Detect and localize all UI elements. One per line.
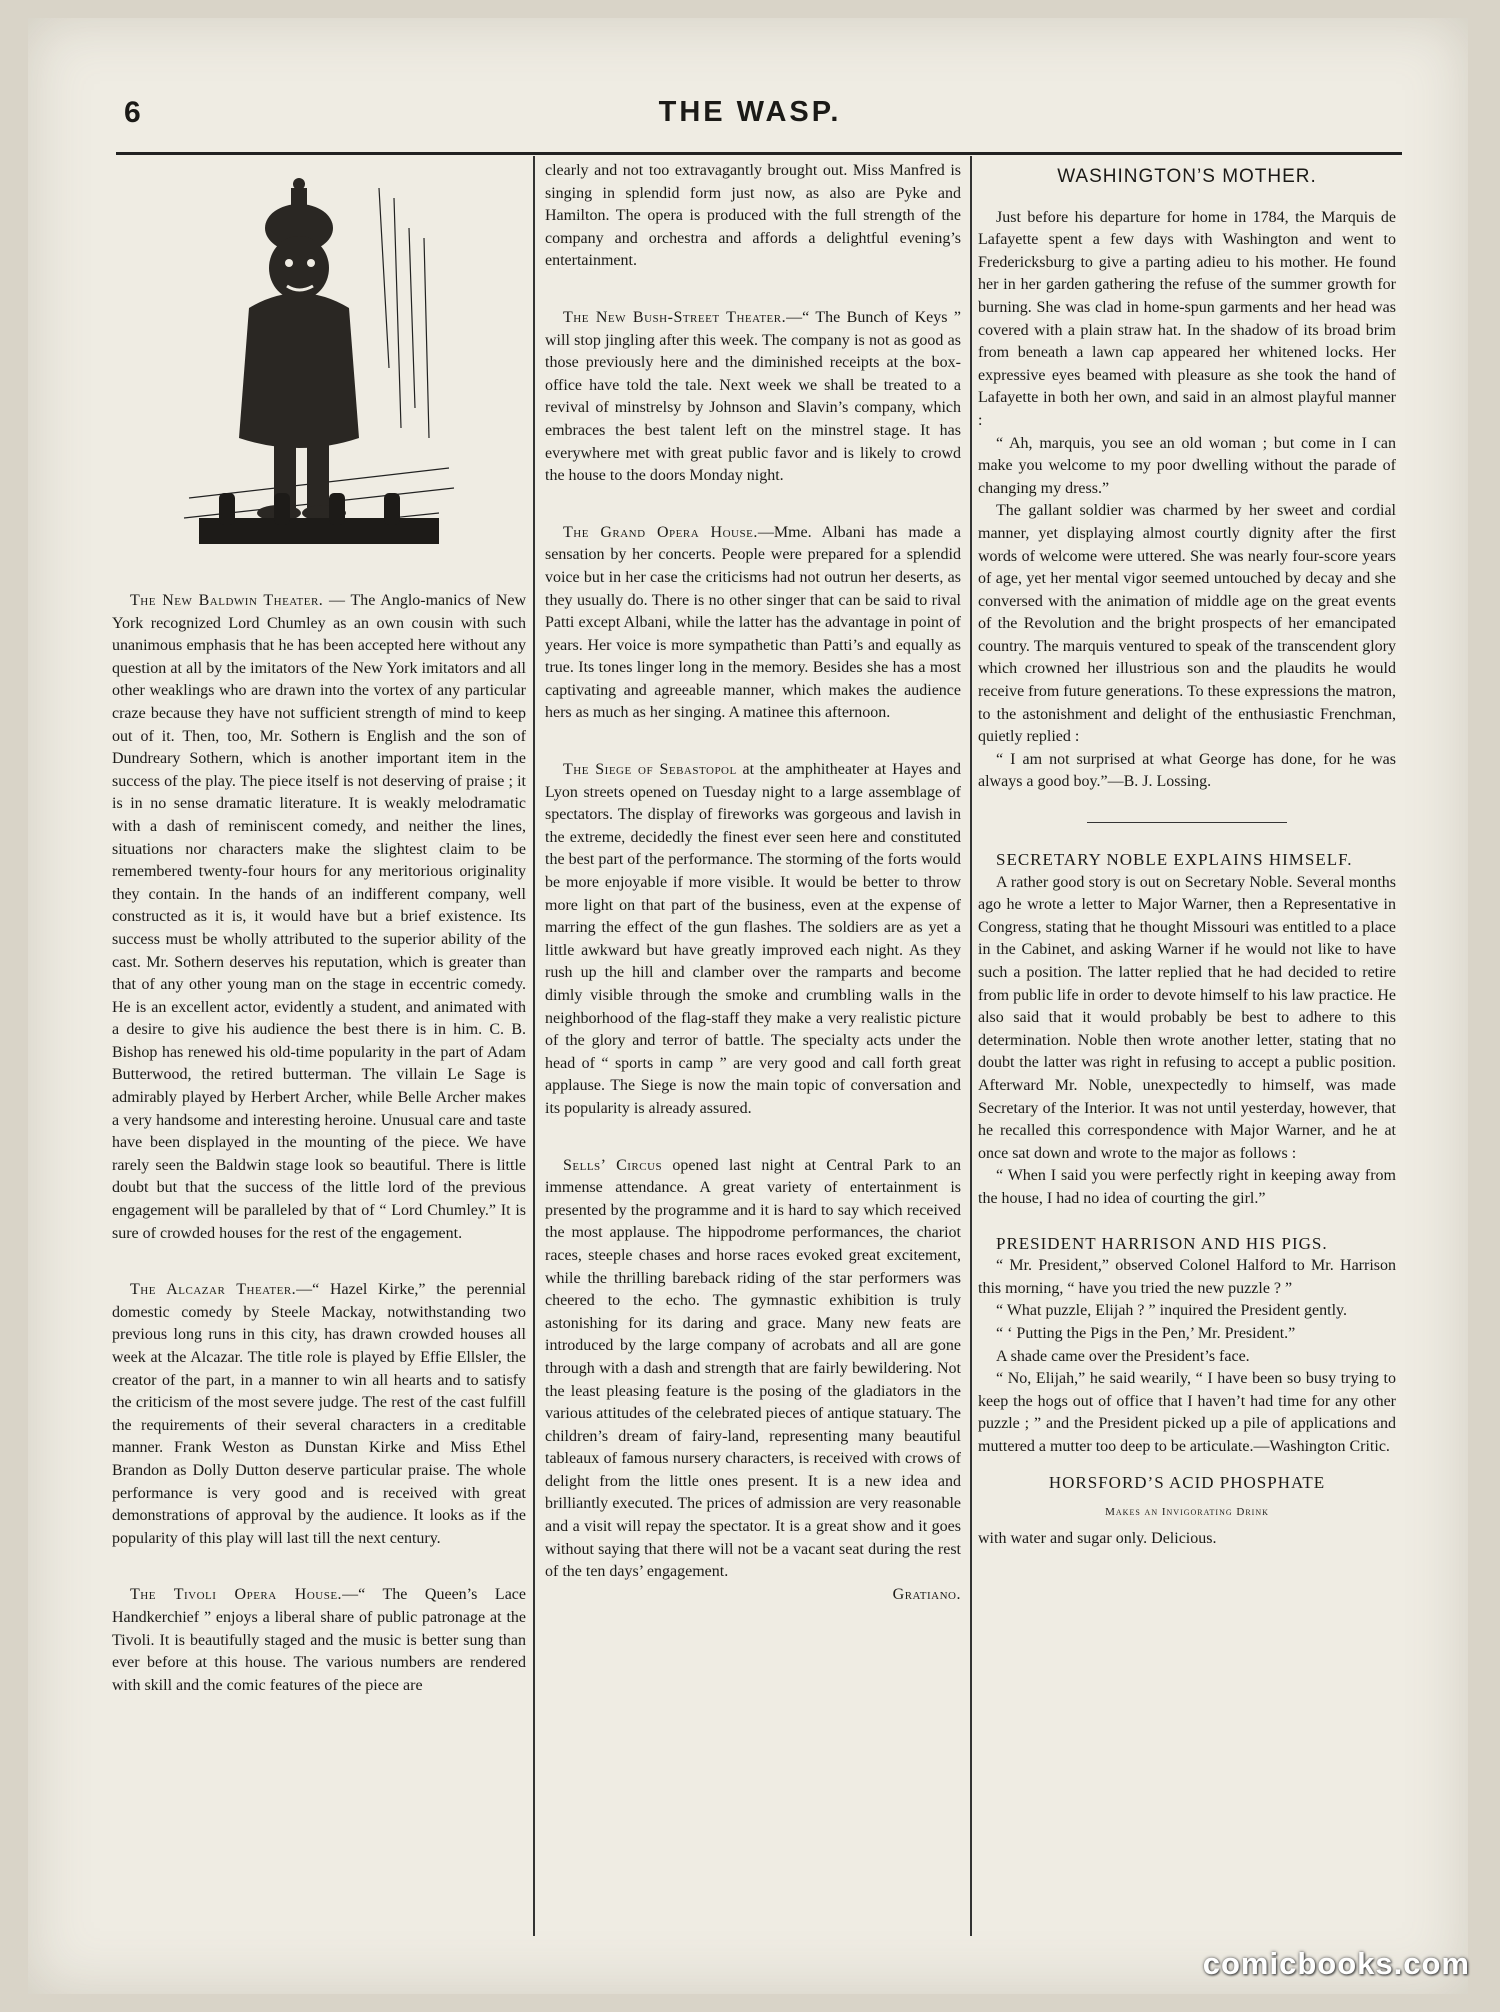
article-text: — The Anglo-manics of New York recognized Lord Chumley as an own cousin with such unanimous emphasis that he has been accepted here without any question at all by the imitators of the New York imitators and all other weaklings who are drawn into the vortex of any particular craze because they have not sufficient strength of mind to keep out of it. Then, too, Mr. Sothern is English and the son of Dundreary Sothern, which is another important item in the success of the play. The piece itself is not deserving of praise ; it is in no sense dramatic literature. It is weakly melodramatic with a dash of reminiscent comedy, and neither the lines, situations nor characters make the slightest claim to be remembered twenty-four hours for any meritorious originality they contain. In the hands of an indifferent company, well constructed as it is, it would have but a brief existence. Its success must be wholly attributed to the superior ability of the cast. Mr. Sothern deserves his reputation, which is greater than that of any other young man on the stage in eccentric comedy. He is an excellent actor, evidently a student, and animated with a desire to give his audience the best there is in him. C. B. Bishop has renewed his old-time popularity in the part of Adam Butterwood, the retired butterman. The villain Le Sage is admirably played by Herbert Archer, while Belle Archer makes a very handsome and interesting heroine. Unusual care and taste have been displayed in the mounting of the piece. We have rarely seen the Baldwin stage look so beautiful. There is little doubt but that the success of the little lord of the previous engagement will be paralleled by that of “ Lord Chumley.” It is sure of crowded houses for the rest of the engagement. [112,592,526,1242]
paragraph: “ What puzzle, Elijah ? ” inquired the President gently. [996,1302,1347,1320]
article-text: —“ The Bunch of Keys ” will stop jingling after this week. The company is not as good as those previously here and the diminished receipts at the box-office have told the tale. Next week we shall be treated to a revival of minstrelsy by Johnson and Slavin’s company, which embraces the best talent left on the minstrel stage. It has everywhere met with great public favor and is likely to crowd the house to the doors Monday night. [545,308,961,485]
paragraph: “ Ah, marquis, you see an old woman ; but come in I can make you welcome to my poor dwelling without the parade of changing my dress.” [978,434,1396,497]
article-alcazar [112,1279,526,1550]
paragraph: “ I am not surprised at what George has done, for he was always a good boy.”—B. J. Lossing. [978,750,1396,791]
article-text: opened last night at Central Park to an immense attendance. A great variety of entertainment is presented by the programme and it is hard to say which received the most applause. The hippodrome performances, the chariot races, steeple chases and horse races evoked great excitement, while the thrilling bareback riding of the star performers was cheered to the echo. The gymnastic exhibition is truly astonishing for its daring and grace. Many new feats are introduced by the large company of acrobats and all are gone through with a dash and strength that are fairly bewildering. Not the least pleasing feature is the posing of the gladiators in the various attitudes of the celebrated pieces of antique statuary. The children’s dream of fairy-land, representing many beautiful tableaux of famous nursery characters, is received with crows of delight from the little ones present. It is a new idea and brilliantly executed. The prices of admission are very reasonable and a visit will repay the spectator. It is a great show and it goes without saying that there will not be a vacant seat during the rest of the ten days’ engagement. [545,1156,961,1581]
article-tivoli-continued: clearly and not too extravagantly brought out. Miss Manfred is singing in splendid form just now, as also are Pyke and Hamilton. The opera is produced with the full strength of the company and orchestra and affords a delightful evening’s entertainment. [545,162,961,270]
column-divider [970,156,972,1936]
article-text: at the amphitheater at Hayes and Lyon streets opened on Tuesday night to a large assemblage of spectators. The display of fireworks was gorgeous and lavish in the extreme, decidedly the finest ever seen here and constituted the best part of the performance. The storming of the forts would be more enjoyable if more visible. It would be better to throw more light on that part of the business, even at the expense of marring the effect of the gun flashes. The soldiers are as yet a little awkward but have greatly improved each night. As they rush up the hill and clamber over the ramparts and become dimly visible through the smoke and crumbling walls in the neighborhood of the flag-staff they make a very realistic picture of the glory and terror of battle. The specialty acts under the head of “ sports in camp ” are very good and call forth great applause. The Siege is now the main topic of conversation and its popularity is already assured. [545,761,961,1117]
masthead-title: THE WASP. [658,96,842,128]
page-number: 6 [124,96,141,129]
article-grand-opera [545,522,961,725]
section-divider [1087,822,1287,823]
article-lead: The Grand Opera House. [563,523,758,541]
paragraph: A rather good story is out on Secretary Noble. Several months ago he wrote a letter to Major Warner, then a Representative in Congress, stating that he thought Missouri was entitled to a place in the Cabinet, and asking Warner if he would not like to have such a position. The latter replied that he had decided to retire from public life in order to devote himself to his law practice. He also said that it would probably be best to adhere to this determination. Noble then wrote another letter, stating that no doubt the latter was right in refusing to accept a public position. Afterward Mr. Noble, unexpectedly to himself, was made Secretary of the Interior. It was not until yesterday, however, that he recalled this correspondence with Major Warner, and he at once sat down and wrote to the major as follows : [978,873,1396,1162]
column-2 [545,160,961,1606]
paragraph: “ Mr. President,” observed Colonel Halford to Mr. Harrison this morning, “ have you tried the new puzzle ? ” [978,1257,1396,1297]
paragraph: “ When I said you were perfectly right in keeping away from the house, I had no idea of courting the girl.” [978,1167,1396,1207]
article-lead: The Siege of Sebastopol [563,761,737,779]
advertisement-body: with water and sugar only. Delicious. [978,1529,1217,1547]
column-1 [112,160,526,1697]
column-divider [533,156,535,1936]
paragraph: The gallant soldier was charmed by her sweet and cordial manner, yet displaying almost courtly dignity after the first words of welcome were uttered. She was nearly four-score years of age, yet her mental vigor seemed untouched by decay and she conversed with the animation of middle age on the great events of the Revolution and the bright prospects of her emancipated country. The marquis ventured to speak of the transcendent glory which crowned her illustrious son and the plaudits he would receive from future generations. To these expressions the matron, to the astonishment and delight of the enthusiastic Frenchman, quietly replied : [978,502,1396,746]
article-lead: The Tivoli Opera House. [130,1586,343,1604]
column-3 [978,160,1396,1550]
paragraph: “ No, Elijah,” he said wearily, “ I have been so busy trying to keep the hogs out of office that I haven’t had time for any other puzzle ; ” and the President picked up a pile of applications and muttered a mutter too deep to be articulate.—Washington Critic. [978,1370,1396,1455]
article-lead: Sells’ Circus [563,1156,663,1174]
paragraph: “ ‘ Putting the Pigs in the Pen,’ Mr. President.” [996,1324,1296,1342]
article-bush-street [545,307,961,488]
cartoon-illustration [179,168,459,568]
article-sells-circus [545,1155,961,1584]
article-signature: Gratiano. [892,1585,961,1603]
article-text: —“ The Queen’s Lace Handkerchief ” enjoys a liberal share of public patronage at the Tivoli. It is beautifully staged and the music is better sung than ever before at this house. The various numbers are rendered with skill and the comic features of the piece are [112,1586,527,1694]
article-text: —“ Hazel Kirke,” the perennial domestic comedy by Steele Mackay, notwithstanding two previous long runs in this city, has drawn crowded houses all week at the Alcazar. The title role is played by Effie Ellsler, the creator of the part, in a manner to win all hearts and to satisfy the criticism of the most severe judge. The rest of the cast fulfill the requirements of their several characters in a creditable manner. Frank Weston as Dunstan Kirke and Miss Ethel Brandon as Dolly Dutton deserve particular praise. The whole performance is very good and is received with great demonstrations of approval by the audience. It looks as if the popularity of this play will last till the next century. [112,1281,526,1547]
article-lead: The Alcazar Theater. [130,1281,297,1299]
watermark: comicbooks.com [1202,1946,1470,1981]
article-title: SECRETARY NOBLE EXPLAINS HIMSELF. [996,850,1353,870]
article-lead: The New Bush-Street Theater. [563,308,787,326]
advertisement-title: HORSFORD’S ACID PHOSPHATE [1048,1473,1326,1493]
header-rule [116,152,1402,155]
article-baldwin [112,590,526,1245]
article-siege [545,759,961,1121]
paragraph: Just before his departure for home in 1784, the Marquis de Lafayette spent a few days with Washington and went to Fredericksburg to give a parting adieu to his mother. He found her in her garden gathering the refuse of the summer growth for burning. She was clad in home-spun garments and her head was covered with a plain straw hat. In the shadow of its broad brim from beneath a lawn cap appeared her whitened locks. Her expressive eyes beamed with pleasure as she took the hand of Lafayette in both her own, and said in an almost playful manner : [978,208,1396,429]
article-text: —Mme. Albani has made a sensation by her concerts. People were prepared for a splendid voice but in her case the criticisms had not outrun her deserts, as they usually do. There is no other singer that can be said to rival Patti except Albani, while the latter has the advantage in point of years. Her voice is more sympathetic than Patti’s and equally as true. Its tones linger long in the memory. Besides she has a most captivating and agreeable manner, which makes the audience hers as much as her singing. A matinee this afternoon. [545,523,961,722]
article-lead: The New Baldwin Theater. [130,592,324,609]
advertisement-subtitle: Makes an Invigorating Drink [1105,1506,1269,1519]
article-title: WASHINGTON’S MOTHER. [1057,166,1317,187]
article-tivoli [112,1584,526,1697]
article-title: PRESIDENT HARRISON AND HIS PIGS. [996,1233,1328,1253]
paragraph: A shade came over the President’s face. [996,1347,1250,1365]
